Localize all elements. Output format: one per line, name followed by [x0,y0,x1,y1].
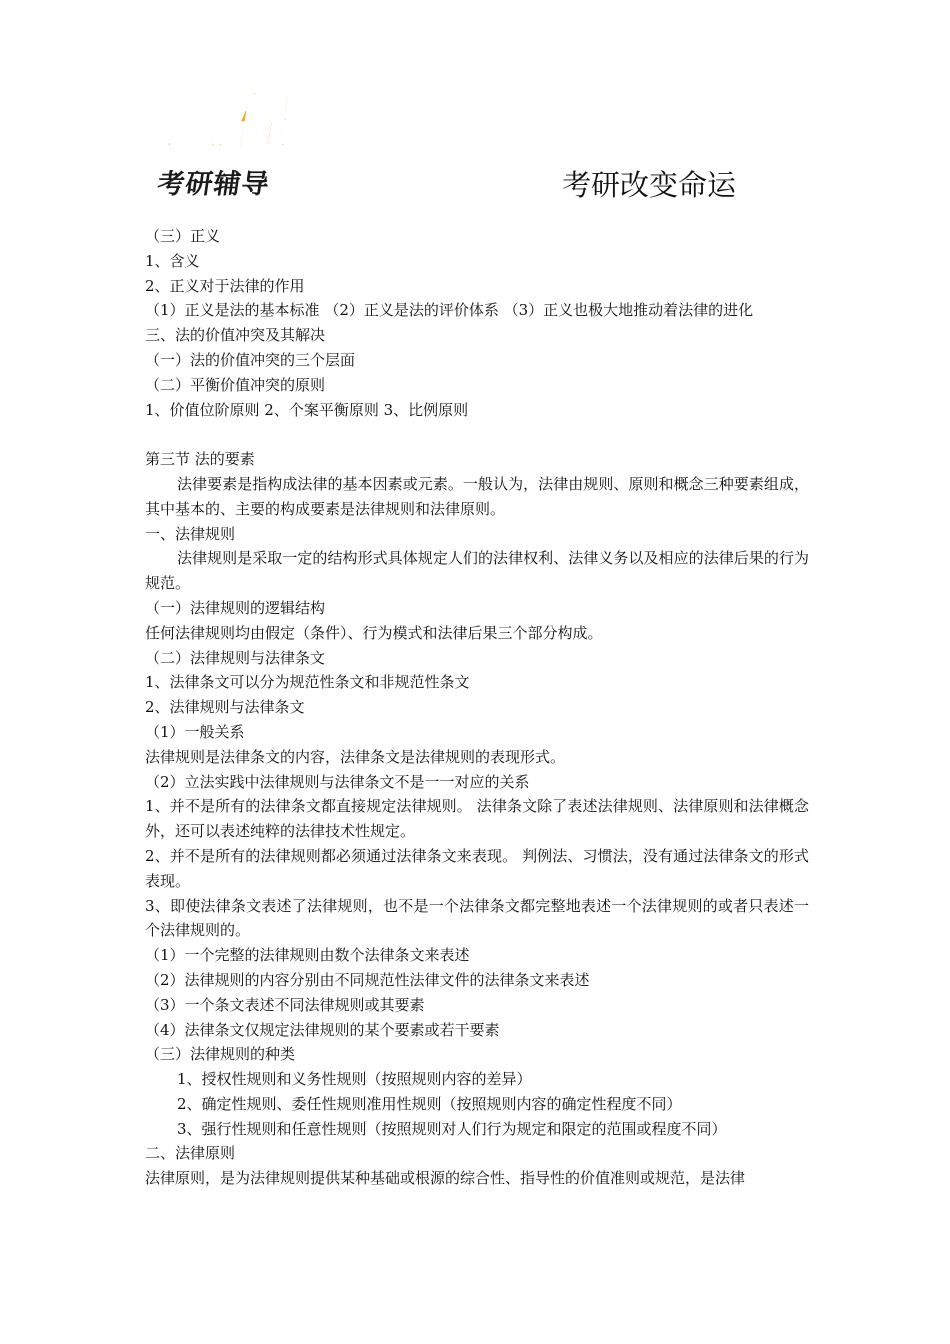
item-rules-articles: 2、法律规则与法律条文 [145,698,305,717]
logo [152,78,302,198]
item-article-types: 1、法律条文可以分为规范性条文和非规范性条文 [145,673,470,692]
subpoint-3: （3）一个条文表述不同法律规则或其要素 [145,995,425,1014]
heading-justice: （三）正义 [145,227,221,245]
paragraph-point-2: 2、并不是所有的法律规则都必须通过法律条文来表现。 判例法、习惯法，没有通过法律条文的形式表现。 [145,846,809,890]
item-justice-role: 2、正义对于法律的作用 [145,276,305,295]
item-balance-principles: （二）平衡价值冲突的原则 [145,375,326,394]
logo-mark-text: 凯程 [158,85,300,160]
paragraph-general-relation: 法律规则是法律条文的内容，法律条文是法律规则的表现形式。 [145,747,566,766]
paragraph-legal-rules: 法律规则是采取一定的结构形式具体规定人们的法律权利、法律义务以及相应的法律后果的行为规范。 [145,549,809,593]
paragraph-logical-structure: 任何法律规则均由假定（条件）、行为模式和法律后果三个部分构成。 [145,623,603,642]
document-body [145,224,809,1191]
rule-type-1: 1、授权性规则和义务性规则（按照规则内容的差异） [177,1070,532,1089]
section-title: 第三节 法的要素 [145,450,255,469]
heading-legal-rules: 一、法律规则 [145,524,236,543]
rule-type-2: 2、确定性规则、委任性规则准用性规则（按照规则内容的确定性程度不同） [177,1094,682,1113]
paragraph-point-3: 3、即使法律条文表述了法律规则，也不是一个法律条文都完整地表述一个法律规则的或者只表述一个法律规则的。 [145,896,809,940]
item-conflict-levels: （一）法的价值冲突的三个层面 [145,350,356,369]
heading-rule-types: （三）法律规则的种类 [145,1045,296,1064]
heading-rules-and-articles: （二）法律规则与法律条文 [145,648,326,667]
item-general-relation: （1）一般关系 [145,722,245,741]
slogan: 考研改变命运 [562,168,737,202]
item-principles-list: 1、价值位阶原则 2、个案平衡原则 3、比例原则 [145,400,469,419]
kaicheng-logo-mark [152,78,302,160]
item-meaning: 1、含义 [145,251,200,270]
heading-logical-structure: （一）法律规则的逻辑结构 [145,598,326,617]
subpoint-2: （2）法律规则的内容分别由不同规范性法律文件的法律条文来表述 [145,970,590,989]
paragraph-elements: 法律要素是指构成法律的基本因素或元素。一般认为，法律由规则、原则和概念三种要素组成，其中基本的、主要的构成要素是法律规则和法律原则。 [145,474,809,518]
heading-value-conflict: 三、法的价值冲突及其解决 [145,326,326,345]
paragraph-point-1: 1、并不是所有的法律条文都直接规定法律规则。 法律条文除了表述法律规则、法律原则和法律概念外，还可以表述纯粹的法律技术性规定。 [145,797,809,841]
heading-legal-principles: 二、法律原则 [145,1144,236,1163]
subpoint-4: （4）法律条文仅规定法律规则的某个要素或若干要素 [145,1020,500,1039]
subpoint-1: （1）一个完整的法律规则由数个法律条文来表述 [145,946,470,965]
logo-caption: 考研辅导 [155,169,272,200]
rule-type-3: 3、强行性规则和任意性规则（按照规则对人们行为规定和限定的范围或程度不同） [177,1119,727,1138]
item-justice-points: （1）正义是法的基本标准 （2）正义是法的评价体系 （3）正义也极大地推动着法律的进化 [145,301,754,320]
paragraph-legal-principles: 法律原则，是为法律规则提供某种基础或根源的综合性、指导性的价值准则或规范，是法律 [145,1169,746,1188]
item-not-one-to-one: （2）立法实践中法律规则与法律条文不是一一对应的关系 [145,772,530,791]
blank-line [145,422,809,447]
